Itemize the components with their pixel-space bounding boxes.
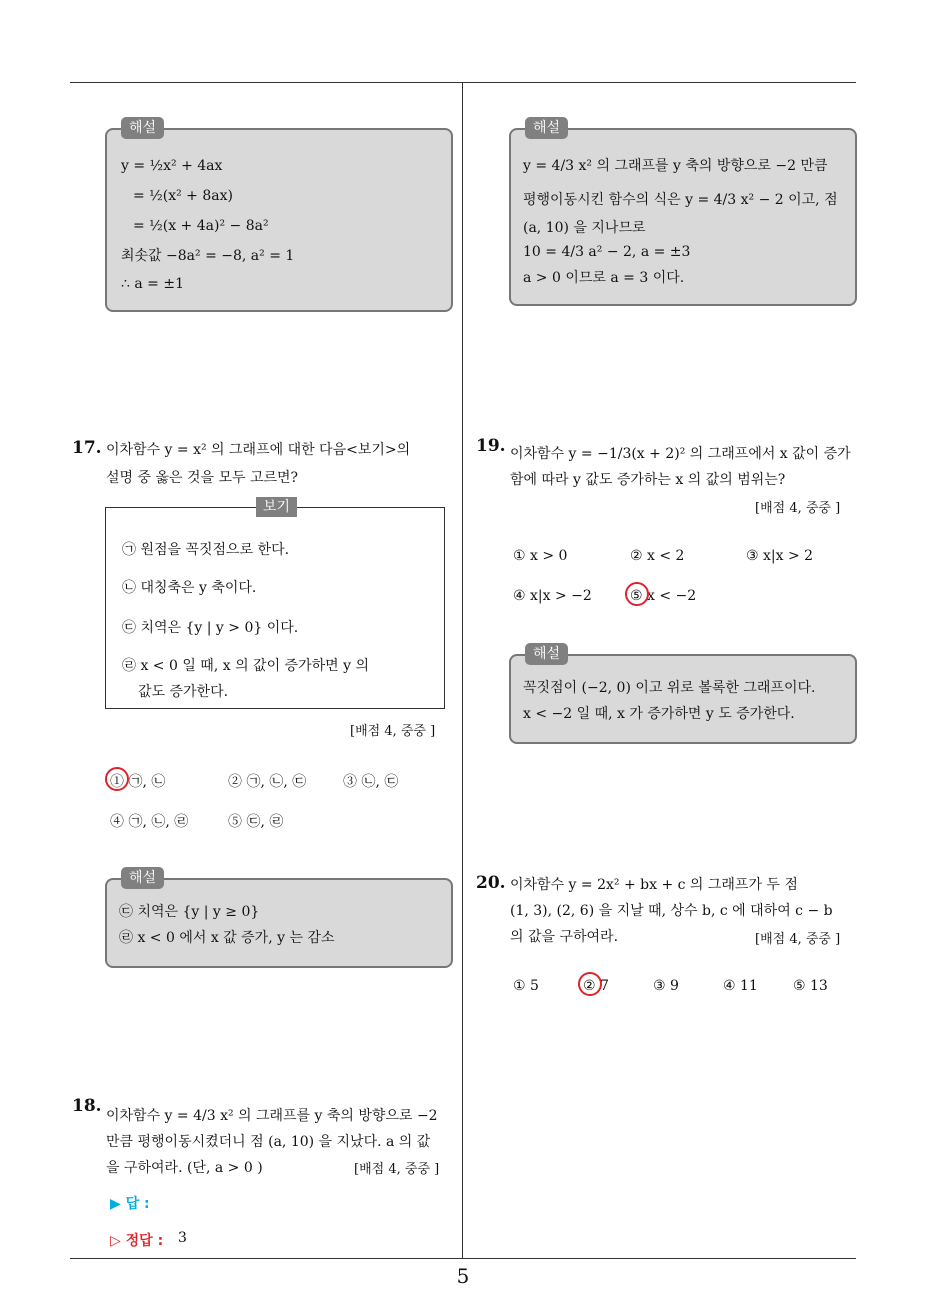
option-17-2[interactable]: ② ㉠, ㉡, ㉢ — [228, 774, 307, 790]
solution-line: 10 = 4/3 a² − 2, a = ±3 — [523, 244, 691, 260]
option-19-5[interactable]: ⑤ x < −2 — [630, 588, 697, 604]
option-17-3[interactable]: ③ ㉡, ㉢ — [343, 774, 399, 790]
question-line: 이차함수 y = x² 의 그래프에 대한 다음<보기>의 — [106, 442, 411, 458]
bogi-item: ㉡ 대칭축은 y 축이다. — [122, 580, 257, 596]
solution-line: 최솟값 −8a² = −8, a² = 1 — [121, 248, 295, 264]
question-line: 함에 따라 y 값도 증가하는 x 의 값의 범위는? — [510, 472, 786, 488]
solution-line: ㉣ x < 0 에서 x 값 증가, y 는 감소 — [119, 930, 335, 946]
option-20-4[interactable]: ④ 11 — [723, 978, 758, 994]
solution-tag: 해설 — [525, 117, 568, 139]
solution-line: = ½(x + 4a)² − 8a² — [133, 218, 269, 234]
solution-line: a > 0 이므로 a = 3 이다. — [523, 270, 685, 286]
solution-line: 평행이동시킨 함수의 식은 y = 4/3 x² − 2 이고, 점 — [523, 192, 838, 208]
score-meta-17: [배점 4, 중중 ] — [350, 724, 436, 739]
bogi-tag: 보기 — [256, 497, 297, 517]
question-line: 이차함수 y = 2x² + bx + c 의 그래프가 두 점 — [510, 877, 798, 893]
question-line: 의 값을 구하여라. — [510, 929, 619, 945]
question-number-18: 18. — [72, 1096, 102, 1116]
bogi-item: ㉠ 원점을 꼭짓점으로 한다. — [122, 542, 290, 558]
question-number-20: 20. — [476, 873, 506, 893]
option-20-2[interactable]: ② 7 — [583, 978, 609, 994]
solution-box-19 — [509, 646, 857, 744]
correct-answer-value: 3 — [178, 1230, 187, 1246]
solution-tag: 해설 — [525, 643, 568, 665]
solution-box-17 — [105, 870, 453, 968]
solution-tag: 해설 — [121, 117, 164, 139]
page-number: 5 — [456, 1264, 470, 1288]
solution-box-16 — [105, 120, 453, 312]
selected-answer-mark — [105, 767, 129, 791]
bogi-item: ㉢ 치역은 {y | y > 0} 이다. — [122, 620, 299, 636]
solution-line: y = 4/3 x² 의 그래프를 y 축의 방향으로 −2 만큼 — [523, 158, 828, 174]
question-line: (1, 3), (2, 6) 을 지날 때, 상수 b, c 에 대하여 c − b — [510, 903, 833, 919]
correct-answer-label: ▷ 정답 : — [110, 1233, 164, 1249]
question-line: 이차함수 y = 4/3 x² 의 그래프를 y 축의 방향으로 −2 — [106, 1108, 438, 1124]
score-meta-20: [배점 4, 중중 ] — [755, 932, 841, 947]
option-20-3[interactable]: ③ 9 — [653, 978, 679, 994]
answer-label: ▶ 답 : — [110, 1196, 150, 1212]
bogi-item: 값도 증가한다. — [138, 684, 229, 700]
solution-tag: 해설 — [121, 867, 164, 889]
question-number-19: 19. — [476, 436, 506, 456]
solution-box-18 — [509, 120, 857, 306]
question-line: 설명 중 옳은 것을 모두 고르면? — [106, 470, 299, 486]
option-19-3[interactable]: ③ x|x > 2 — [746, 548, 814, 564]
score-meta-18: [배점 4, 중중 ] — [354, 1162, 440, 1177]
question-text-19 — [510, 442, 860, 492]
top-rule — [70, 82, 856, 83]
column-divider — [462, 82, 463, 1258]
solution-line: = ½(x² + 8ax) — [133, 188, 233, 204]
score-meta-19: [배점 4, 중중 ] — [755, 501, 841, 516]
question-line: 만큼 평행이동시켰더니 점 (a, 10) 을 지났다. a 의 값 — [106, 1134, 431, 1150]
option-19-2[interactable]: ② x < 2 — [630, 548, 685, 564]
question-line: 을 구하여라. (단, a > 0 ) — [106, 1160, 263, 1176]
solution-line: ㉢ 치역은 {y | y ≥ 0} — [119, 904, 260, 920]
selected-answer-mark — [578, 972, 602, 996]
option-20-5[interactable]: ⑤ 13 — [793, 978, 828, 994]
question-line: 이차함수 y = −1/3(x + 2)² 의 그래프에서 x 값이 증가 — [510, 446, 851, 462]
bogi-box — [105, 499, 445, 709]
selected-answer-mark — [625, 582, 649, 606]
solution-line: x < −2 일 때, x 가 증가하면 y 도 증가한다. — [523, 706, 795, 722]
question-text-17 — [106, 438, 456, 490]
solution-line: 꼭짓점이 (−2, 0) 이고 위로 볼록한 그래프이다. — [523, 680, 816, 696]
option-17-4[interactable]: ④ ㉠, ㉡, ㉣ — [110, 814, 189, 830]
solution-line: y = ½x² + 4ax — [121, 158, 223, 174]
option-20-1[interactable]: ① 5 — [513, 978, 539, 994]
solution-line: ∴ a = ±1 — [121, 276, 184, 292]
bottom-rule — [70, 1258, 856, 1259]
question-number-17: 17. — [72, 438, 102, 458]
option-19-1[interactable]: ① x > 0 — [513, 548, 568, 564]
option-17-5[interactable]: ⑤ ㉢, ㉣ — [228, 814, 284, 830]
solution-line: (a, 10) 을 지나므로 — [523, 220, 646, 236]
option-19-4[interactable]: ④ x|x > −2 — [513, 588, 592, 604]
option-17-1[interactable]: ① ㉠, ㉡ — [110, 774, 166, 790]
bogi-item: ㉣ x < 0 일 때, x 의 값이 증가하면 y 의 — [122, 658, 369, 674]
